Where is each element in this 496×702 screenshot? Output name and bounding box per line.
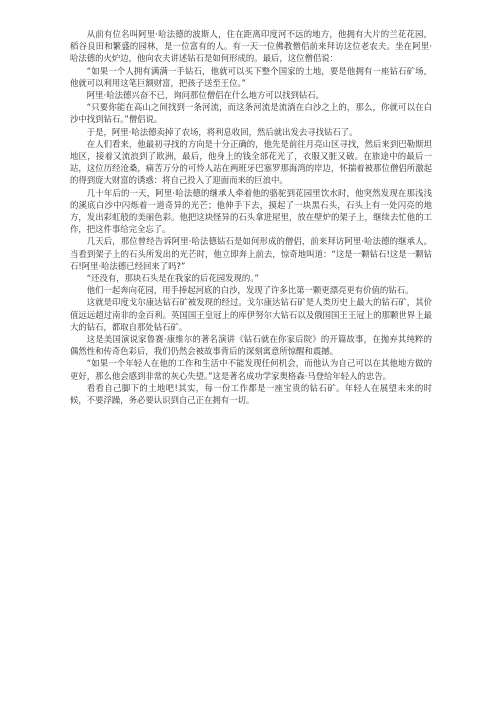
paragraph-11: 这就是印度戈尔康达钻石矿被发现的经过。戈尔康达钻石矿是人类历史上最大的钻石矿，其价值远远超过南非的金百利。英国国王皇冠上的库伊努尔大钻石以及俄国国王王冠上的那颗世界上最大的钻石，都取自那处钻石矿。 [70,297,432,332]
paragraph-13: “如果一个年轻人在他的工作和生活中不能发现任何机会，而他认为自己可以在其他地方做的更好，那么他会感到非常的灰心失望。”这是著名成功学家奥格森·马登给年轻人的忠告。 [70,358,432,381]
paragraph-4: “只要你能在高山之间找到一条河流，而这条河流是流淌在白沙之上的，那么，你就可以在白沙中找到钻石。”僧侣说。 [70,102,432,125]
paragraph-10: 他们一起奔向花园，用手捧起河底的白沙，发现了许多比第一颗更漂亮更有价值的钻石。 [86,285,414,296]
paragraph-14: 看看自己脚下的土地吧!其实，每一份工作都是一座宝贵的钻石矿。年轻人在展望未来的时候，不要浮躁，务必要认识到自己正在拥有一切。 [70,382,432,406]
paragraph-7: 几十年后的一天，阿里·哈法德的继承人牵着他的骆驼到花园里饮水时，他突然发现在那浅浅的溪底白沙中闪烁着一道奇异的光芒；他伸手下去，摸起了一块黑石头，石头上有一处闪亮的地方，发出彩虹般的美丽色彩。他把这块怪异的石头拿进屋里，放在壁炉的架子上，继续去忙他的工作，把这件事给完全忘了。 [70,187,432,235]
paragraph-2: “如果一个人拥有满满一手钻石，他就可以买下整个国家的土地，要是他拥有一座钻石矿场，他就可以利用这笔巨额财富，把孩子送至王位。” [70,65,432,88]
paragraph-6: 在人们看来，他最初寻找的方向是十分正确的，他先是前往月亮山区寻找，然后来到巴勒斯坦地区，接着又流浪到了欧洲，最后，他身上的钱全部花光了，衣服又脏又破。在旅途中的最后一站，这位历经沧桑，痛苦万分的可怜人站在两班牙巴塞罗那海湾的岸边，怀揣着被那位僧侣所激起的得到庞大财富的诱惑：将自己投入了迎面而来的巨浪中。 [70,138,432,186]
paragraph-1: 从前有位名叫阿里·哈法德的波斯人，住在距离印度河不远的地方，他拥有大片的兰花花园，稻谷良田和繁盛的园林，是一位富有的人。有一天一位佛教僧侣前来拜访这位老农夫。坐在阿里·哈法德的火炉边，他向农夫讲述钻石是如何形成的。最后，这位僧侣说： [70,29,432,64]
paragraph-8: 几天后，那位曾经告诉阿里·哈法德钻石是如何形成的僧侣，前来拜访阿里·哈法德的继承人。当看到架子上的石头所发出的光芒时，他立即奔上前去，惊奇地叫道：“这是一颗钻石!这是一颗钻石!阿里·哈法德已经回来了吗?” [70,236,432,271]
paragraph-12: 这是美国演说家鲁赛·康维尔的著名演讲《钻石就在你家后院》的开篇故事，在抛弃其纯粹的偶然性和传奇色彩后，我们仍然会被故事背后的深刻寓意所惊醒和震撼。 [70,334,432,357]
document-page [70,28,432,406]
paragraph-9: “还没有，那块石头是在我家的后花园发现的。” [86,273,259,284]
paragraph-5: 于是，阿里·哈法德卖掉了农场，将利息收回，然后就出发去寻找钻石了。 [86,126,358,137]
paragraph-3: 阿里·哈法德兴奋不已，询问那位僧侣在什么地方可以找到钻石。 [86,90,324,101]
